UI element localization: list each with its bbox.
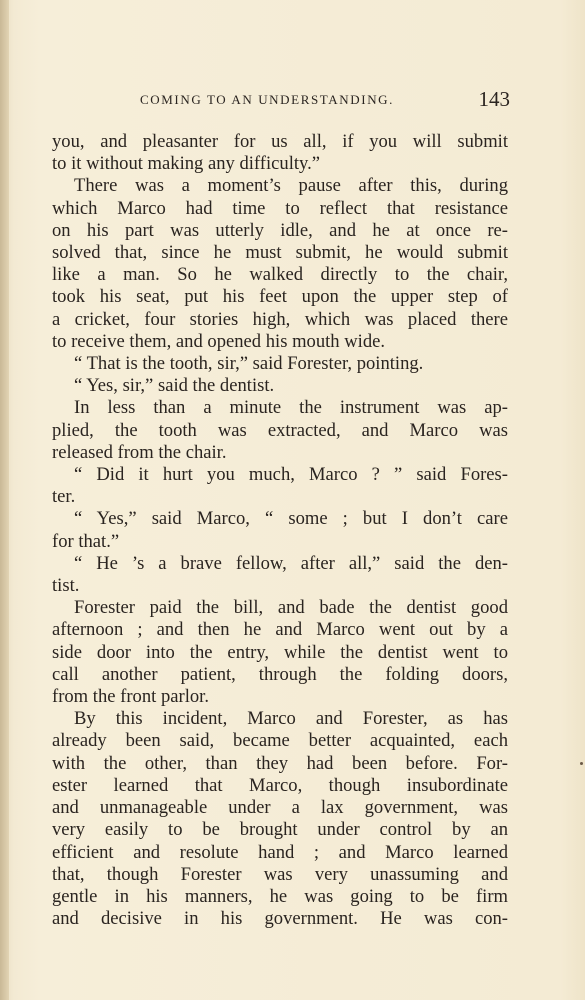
text-line: efficient and resolute hand ; and Marco learned (52, 841, 508, 863)
text-line: ter. (52, 486, 76, 508)
paper-speck (580, 762, 583, 765)
text-line: a cricket, four stories high, which was placed there (52, 308, 508, 330)
text-line: ester learned that Marco, though insubordinate (52, 774, 508, 796)
text-line: to receive them, and opened his mouth wide. (52, 330, 386, 352)
text-line: very easily to be brought under control by an (52, 819, 508, 841)
text-line: and unmanageable under a lax government, was (52, 797, 508, 819)
page-header (52, 88, 510, 114)
text-line: plied, the tooth was extracted, and Marco was (52, 419, 508, 441)
text-line: on his part was utterly idle, and he at once re- (52, 219, 508, 241)
text-line: with the other, than they had been before. For- (52, 752, 508, 774)
text-line: “ Yes, sir,” said the dentist. (74, 375, 275, 397)
text-line: for that.” (52, 530, 120, 552)
text-line: side door into the entry, while the dentist went to (52, 641, 508, 663)
text-line: to it without making any difficulty.” (52, 153, 321, 175)
text-line: like a man. So he walked directly to the chair, (52, 264, 508, 286)
text-line: which Marco had time to reflect that resistance (52, 197, 508, 219)
page-number: 143 (478, 87, 510, 111)
text-line: “ He ’s a brave fellow, after all,” said the den- (74, 552, 508, 574)
text-line: gentle in his manners, he was going to be firm (52, 885, 508, 907)
text-line: that, though Forester was very unassuming and (52, 863, 508, 885)
text-line: and decisive in his government. He was con- (52, 908, 508, 930)
text-line: solved that, since he must submit, he would submit (52, 242, 508, 264)
text-line: took his seat, put his feet upon the upper step of (52, 286, 508, 308)
text-line: call another patient, through the folding doors, (52, 663, 508, 685)
text-line: There was a moment’s pause after this, during (74, 175, 508, 197)
running-head: COMING TO AN UNDERSTANDING. (140, 92, 395, 107)
text-line: By this incident, Marco and Forester, as has (74, 708, 508, 730)
text-line: “ That is the tooth, sir,” said Forester, pointing. (74, 353, 424, 375)
text-line: released from the chair. (52, 441, 227, 463)
text-line: In less than a minute the instrument was ap- (74, 397, 508, 419)
body-text (52, 131, 508, 930)
text-line: afternoon ; and then he and Marco went out by a (52, 619, 508, 641)
text-line: “ Yes,” said Marco, “ some ; but I don’t care (74, 508, 508, 530)
text-line: from the front parlor. (52, 686, 209, 708)
page-gutter-shadow (0, 0, 9, 1000)
text-line: you, and pleasanter for us all, if you will submit (52, 131, 508, 152)
text-block (52, 131, 508, 930)
text-line: tist. (52, 575, 80, 597)
text-line: “ Did it hurt you much, Marco ? ” said Fores- (74, 464, 508, 486)
text-line: already been said, became better acquainted, each (52, 730, 508, 752)
text-line: Forester paid the bill, and bade the dentist good (74, 597, 508, 619)
